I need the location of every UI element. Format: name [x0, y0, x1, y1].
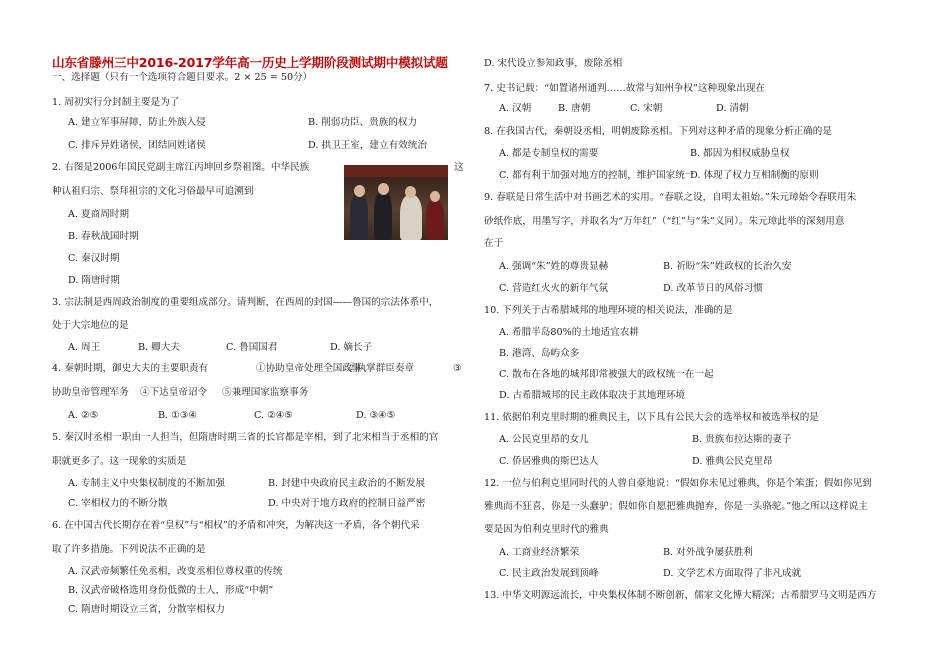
question-text-line: B. 贵族布拉达斯的妻子 [692, 434, 792, 445]
question-text-line: ①协助皇帝处理全国政事 [256, 363, 362, 374]
question-text-line: 1. 周初实行分封制主要是为了 [52, 97, 180, 108]
question-text-line: D. 拱卫王室，建立有效统治 [308, 140, 427, 151]
question-text-line: 2. 右图是2006年国民党副主席江丙坤回乡祭祖图。中华民族 [52, 162, 310, 173]
question-text-line: B. 削弱功臣、贵族的权力 [308, 117, 418, 128]
question-text-line: A. 夏商周时期 [68, 209, 129, 220]
question-text-line: B. 祈盼“朱”姓政权的长治久安 [663, 261, 792, 272]
question-text-line: C. 秦汉时期 [68, 253, 120, 264]
question-text-line: B. 对外战争屡获胜利 [663, 547, 753, 558]
question-text-line: 4. 秦朝时期，御史大夫的主要职责有 [52, 363, 209, 374]
question-text-line: C. 宰相权力的不断分散 [68, 498, 168, 509]
question-text-line: C. 营造红火火的新年气氛 [499, 283, 609, 294]
question-text-line: B. 都因为相权威胁皇权 [690, 148, 790, 159]
question-text-line: 职就更多了。这一现象的实质是 [52, 456, 187, 467]
question-text-line: A. 汉武帝频繁任免丞相，改变丞相位尊权重的传统 [68, 566, 283, 577]
question-text-line: A. 专制主义中央集权制度的不断加强 [68, 478, 225, 489]
question-text-line: ③ [453, 363, 462, 374]
question-text-line: 在于 [484, 238, 504, 249]
question-text-line: C. 隋唐时期设立三省，分散宰相权力 [68, 604, 226, 615]
question-text-line: B. 唐朝 [558, 103, 591, 114]
question-text-line: 种认祖归宗、祭拜祖宗的文化习俗最早可追溯到 [52, 186, 254, 197]
question-text-line: 9. 春联是日常生活中对书画艺术的实用。“春联之设，自明太祖始。”朱元璋始令春联用朱 [484, 192, 857, 203]
question-text-line: B. 汉武帝破格选用身份低微的士人，形成“中朝” [68, 585, 274, 596]
question-text-line: B. ①③④ [158, 410, 197, 421]
question-text-line: A. 希腊半岛80%的土地适宜农耕 [499, 327, 639, 338]
question-text-line: 7. 史书记载：“如置诸州通判……故常与知州争权”这种现象出现在 [484, 83, 766, 94]
question-text-line: 5. 秦汉时丞相一职由一人担当，但隋唐时期三省的长官都是宰相，到了北宋相当于丞相的官 [52, 432, 439, 443]
question-text-line: C. 鲁国国君 [226, 342, 278, 353]
exam-title: 山东省滕州三中2016-2017学年高一历史上学期阶段测试期中模拟试题 [52, 55, 448, 70]
question-text-line: B. 卿大夫 [138, 342, 180, 353]
question-text-line: 11. 依据伯利克里时期的雅典民主，以下具有公民大会的选举权和被选举权的是 [484, 412, 819, 423]
question-text-line: A. 强调“朱”姓的尊贵显赫 [499, 261, 609, 272]
question-text-line: ⑤兼理国家监察事务 [222, 387, 309, 398]
question-text-line: D. 雅典公民克里昂 [692, 456, 773, 467]
question-text-line: B. 春秋战国时期 [68, 231, 139, 242]
question-text-line: A. 汉朝 [499, 103, 532, 114]
question-text-line: C. 都有利于加强对地方的控制，维护国家统一 [499, 170, 695, 181]
question-text-line: A. 公民克里昂的女儿 [499, 434, 589, 445]
question-text-line: C. 宋朝 [630, 103, 663, 114]
question-text-line: 6. 在中国古代长期存在着“皇权”与“相权”的矛盾和冲突，为解决这一矛盾，各个朝代采 [52, 520, 420, 531]
question-text-line: C. ②④⑤ [254, 410, 293, 421]
question-text-line: 处于大宗地位的是 [52, 320, 129, 331]
question-text-line: 12. 一位与伯利克里同时代的人曾自豪地说：“假如你未见过雅典，你是个笨蛋；假如你见到 [484, 478, 872, 489]
question-text-line: D. 宋代设立参知政事，废除丞相 [484, 58, 623, 69]
question-text-line: 砂纸作底，用墨写字，并取名为“万年红”（“红”与“朱”义同）。朱元璋此举的深刻用意 [484, 216, 845, 227]
question-text-line: 10. 下列关于古希腊城邦的地理环境的相关说法，准确的是 [484, 305, 733, 316]
question-text-line: C. 民主政治发展到顶峰 [499, 568, 599, 579]
question-text-line: 雅典而不狂喜，你是一头蠢驴；假如你自愿把雅典抛弃，你是一头骆驼。”他之所以这样说主 [484, 501, 868, 512]
question-text-line: B. 港湾、岛屿众多 [499, 348, 580, 359]
question-text-line: D. 嫡长子 [330, 342, 373, 353]
question-text-line: ②执掌群臣奏章 [347, 363, 415, 374]
question-text-line: D. 文学艺术方面取得了非凡成就 [663, 568, 802, 579]
question-text-line: C. 排斥异姓诸侯，团结同姓诸侯 [68, 140, 206, 151]
question-text-line: 这 [454, 162, 464, 173]
question-text-line: D. 中央对于地方政府的控制日益严密 [268, 498, 426, 509]
question-text-line: D. 体现了权力互相制衡的原则 [690, 170, 819, 181]
question-text-line: 取了许多措施。下列说法不正确的是 [52, 544, 206, 555]
question-text-line: B. 封建中央政府民主政治的不断发展 [268, 478, 426, 489]
question-text-line: 一、选择题（只有一个选项符合题目要求。2 × 25 = 50分） [52, 72, 313, 83]
question-text-line: D. 清朝 [716, 103, 749, 114]
question-text-line: D. 隋唐时期 [68, 275, 120, 286]
question-text-line: D. ③④⑤ [356, 410, 396, 421]
question-text-line: ④下达皇帝诏令 [140, 387, 208, 398]
question-text-line: A. 周王 [68, 342, 101, 353]
question-text-line: 要是因为伯利克里时代的雅典 [484, 524, 609, 535]
question-text-line: D. 改革节日的风俗习惯 [663, 283, 763, 294]
ancestor-worship-photo [344, 165, 448, 240]
question-text-line: C. 散布在各地的城邦即常被强大的政权统一在一起 [499, 369, 714, 380]
question-text-line: 协助皇帝管理军务 [52, 387, 129, 398]
question-text-line: C. 侨居雅典的斯巴达人 [499, 456, 599, 467]
question-text-line: A. 都是专制皇权的需要 [499, 148, 599, 159]
question-text-line: A. 建立军事屏障，防止外族入侵 [68, 117, 206, 128]
question-text-line: 13. 中华文明源远流长，中央集权体制不断创新，儒家文化博大精深；古希腊罗马文明是西方 [484, 590, 877, 601]
question-text-line: 3. 宗法制是西周政治制度的重要组成部分。请判断，在西周的封国——鲁国的宗法体系中， [52, 297, 439, 308]
question-text-line: A. ②⑤ [68, 410, 99, 421]
question-text-line: A. 工商业经济繁荣 [499, 547, 580, 558]
question-text-line: D. 古希腊城邦的民主政体取决于其地理环境 [499, 390, 686, 401]
question-text-line: 8. 在我国古代，秦朝设丞相，明朝废除丞相。下列对这种矛盾的现象分析正确的是 [484, 126, 832, 137]
